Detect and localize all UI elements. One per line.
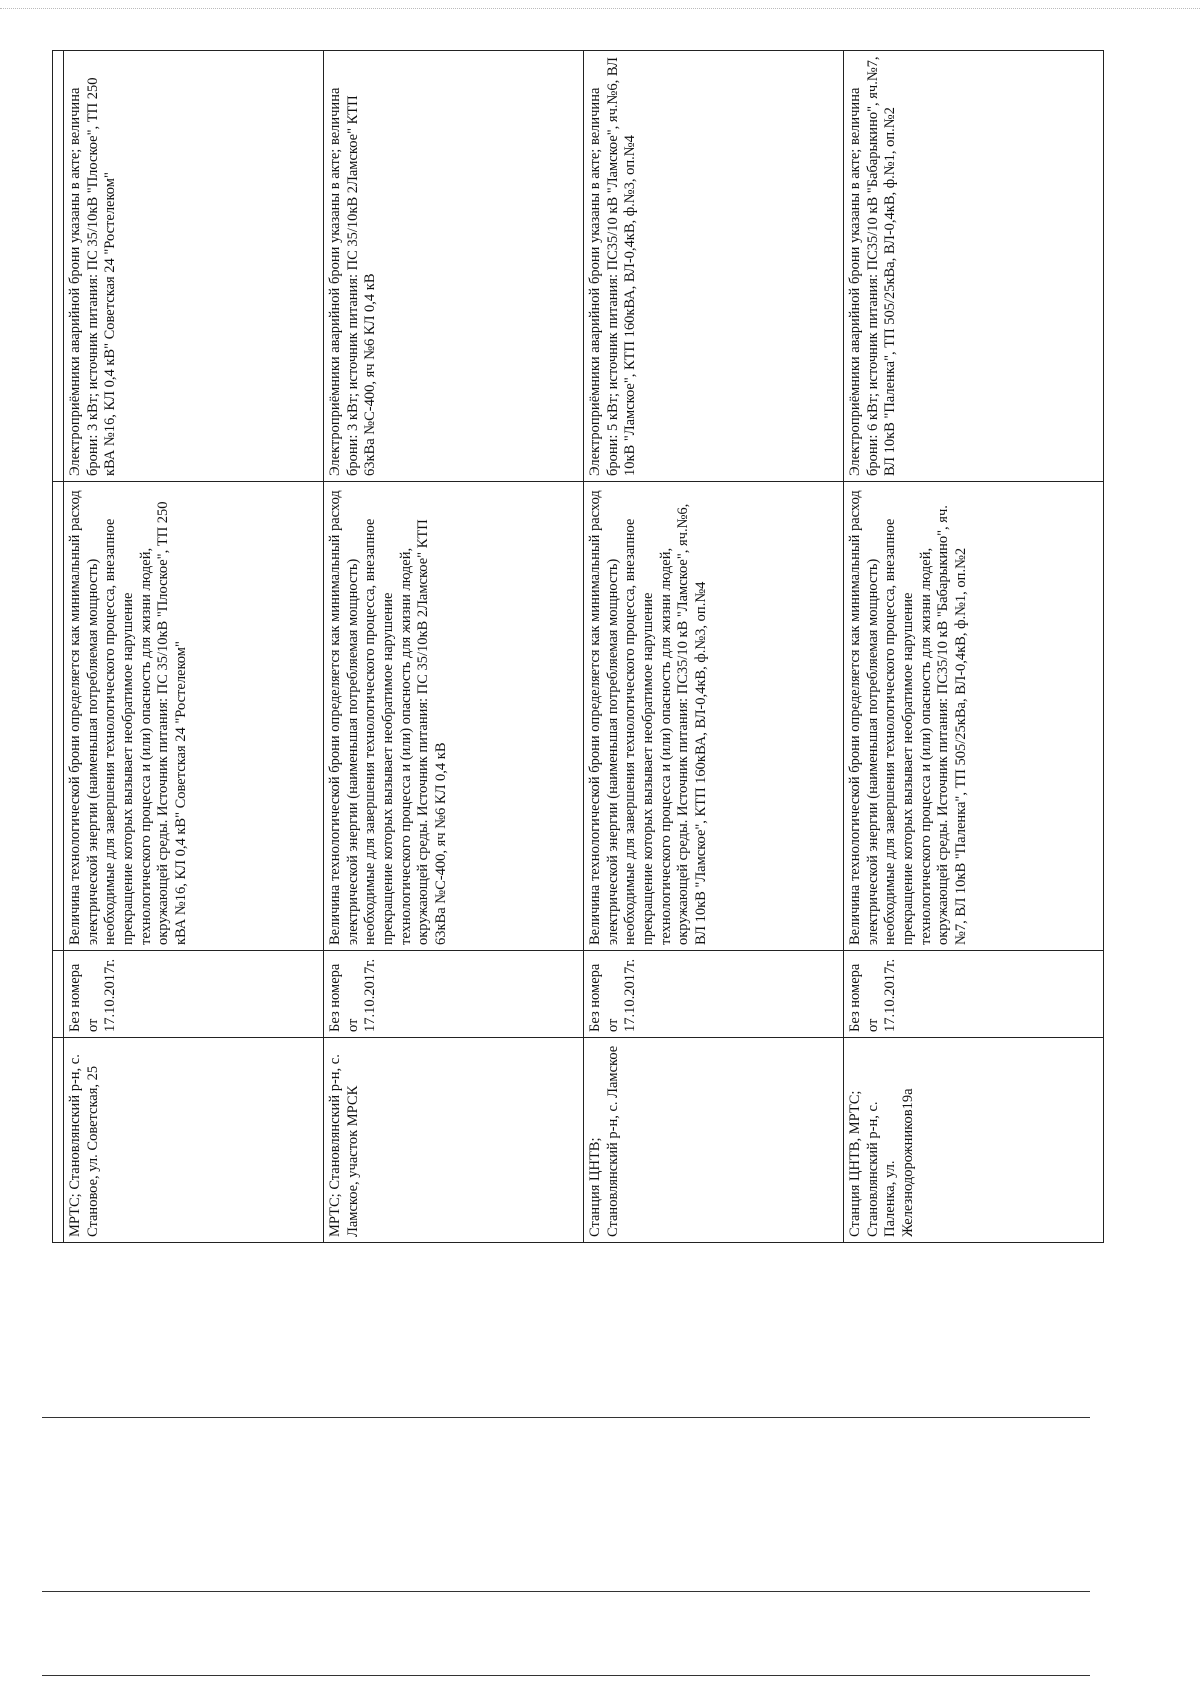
table-row bbox=[584, 51, 844, 1243]
table-top-band bbox=[53, 51, 64, 1243]
table-row bbox=[844, 51, 1104, 1243]
tech-reserve-cell: Величина технологической брони определяется как минимальный расход электрической энергии (наименьшая потребляемая мощность) необходимые для завершения технологического процесса, внезапное прекращение которых вызывает необратимое нарушение технологического процесса и (или) опасность для жизни людей, окружающей среды. Источник питания: ПС 35/10кВ "Плоское", ТП 250 кВА №16, КЛ 0,4 кВ" Советская 24 "Ростелеком" bbox=[64, 482, 324, 951]
horizontal-rule bbox=[42, 1591, 1090, 1592]
emergency-reserve-cell: Электроприёмники аварийной брони указаны в акте; величина брони: 3 кВт; источник питания: ПС 35/10кВ 2Ламское" КТП 63кВа №С-400, яч №6 КЛ 0,4 кВ bbox=[324, 51, 584, 482]
act-cell: Без номера от 17.10.2017г. bbox=[584, 951, 844, 1038]
object-cell: Станция ЦНТВ; Становлянский р-н, с. Ламское bbox=[584, 1038, 844, 1243]
emergency-reserve-cell: Электроприёмники аварийной брони указаны в акте; величина брони: 5 кВт; источник питания: ПС35/10 кВ "Ламское", яч.№6, ВЛ 10кВ "Ламское", КТП 160кВА, ВЛ-0,4кВ, ф.№3, оп.№4 bbox=[584, 51, 844, 482]
emergency-reserve-cell: Электроприёмники аварийной брони указаны в акте; величина брони: 3 кВт; источник питания: ПС 35/10кВ "Плоское", ТП 250 кВА №16, КЛ 0,4 кВ" Советская 24 "Ростелеком" bbox=[64, 51, 324, 482]
act-cell: Без номера от 17.10.2017г. bbox=[324, 951, 584, 1038]
object-cell: Станция ЦНТВ, МРТС; Становлянский р-н, с. Паленка, ул. Железнодорожников19а bbox=[844, 1038, 1104, 1243]
table-row bbox=[64, 51, 324, 1243]
act-cell: Без номера от 17.10.2017г. bbox=[64, 951, 324, 1038]
rotated-table-wrapper bbox=[52, 51, 1104, 1243]
object-cell: МРТС; Становлянский р-н, с. Становое, ул. Советская, 25 bbox=[64, 1038, 324, 1243]
table-row bbox=[324, 51, 584, 1243]
tech-reserve-cell: Величина технологической брони определяется как минимальный расход электрической энергии (наименьшая потребляемая мощность) необходимые для завершения технологического процесса, внезапное прекращение которых вызывает необратимое нарушение технологического процесса и (или) опасность для жизни людей, окружающей среды. Источник питания: ПС 35/10кВ 2Ламское" КТП 63кВа №С-400, яч №6 КЛ 0,4 кВ bbox=[324, 482, 584, 951]
tech-reserve-cell: Величина технологической брони определяется как минимальный расход электрической энергии (наименьшая потребляемая мощность) необходимые для завершения технологического процесса, внезапное прекращение которых вызывает необратимое нарушение технологического процесса и (или) опасность для жизни людей, окружающей среды. Источник питания: ПС35/10 кВ "Ламское", яч.№6, ВЛ 10кВ "Ламское", КТП 160кВА, ВЛ-0,4кВ, ф.№3, оп.№4 bbox=[584, 482, 844, 951]
act-cell: Без номера от 17.10.2017г. bbox=[844, 951, 1104, 1038]
reserve-table bbox=[52, 50, 1104, 1243]
scan-edge bbox=[0, 8, 1200, 9]
horizontal-rule bbox=[42, 1675, 1090, 1676]
tech-reserve-cell: Величина технологической брони определяется как минимальный расход электрической энергии (наименьшая потребляемая мощность) необходимые для завершения технологического процесса, внезапное прекращение которых вызывает необратимое нарушение технологического процесса и (или) опасность для жизни людей, окружающей среды. Источник питания: ПС35/10 кВ "Бабарыкино", яч.№7, ВЛ 10кВ "Паленка", ТП 505/25кВа, ВЛ-0,4кВ, ф.№1, оп.№2 bbox=[844, 482, 1104, 951]
emergency-reserve-cell: Электроприёмники аварийной брони указаны в акте; величина брони: 6 кВт; источник питания: ПС35/10 кВ "Бабарыкино", яч.№7, ВЛ 10кВ "Паленка", ТП 505/25кВа, ВЛ-0,4кВ, ф.№1, оп.№2 bbox=[844, 51, 1104, 482]
horizontal-rule bbox=[42, 1417, 1090, 1418]
object-cell: МРТС; Становлянский р-н, с. Ламское, участок МРСК bbox=[324, 1038, 584, 1243]
